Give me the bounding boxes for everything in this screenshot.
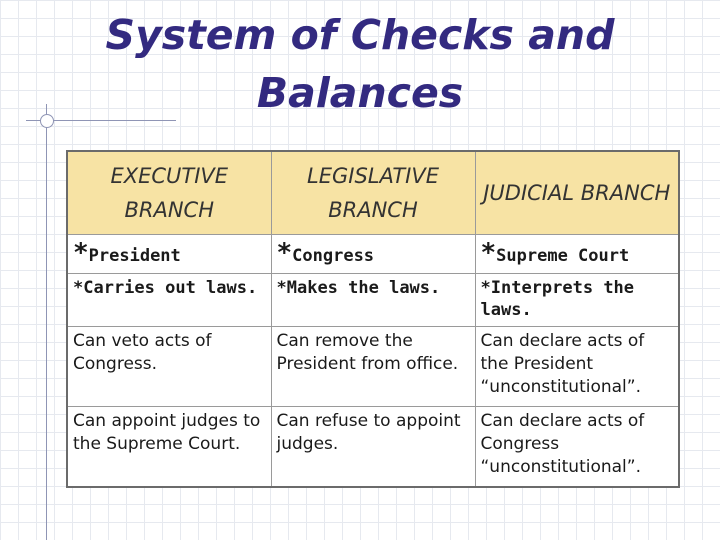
branch-role: *Makes the laws. (271, 273, 475, 327)
check-cell: Can veto acts of Congress. (67, 327, 271, 407)
decorative-circle (40, 114, 54, 128)
check-cell: Can declare acts of the President “unconstitutional”. (475, 327, 679, 407)
check-cell: Can declare acts of Congress “unconstitutional”. (475, 407, 679, 487)
branch-member-label: Supreme Court (496, 246, 630, 266)
table-row (67, 327, 679, 407)
slide-title: System of Checks and Balances (105, 11, 615, 117)
table-row (67, 273, 679, 327)
branch-member: *Congress (271, 235, 475, 274)
header-executive: EXECUTIVE BRANCH (67, 151, 271, 235)
header-row (67, 151, 679, 235)
check-cell: Can appoint judges to the Supreme Court. (67, 407, 271, 487)
header-judicial: JUDICIAL BRANCH (475, 151, 679, 235)
branch-member: *President (67, 235, 271, 274)
checks-table (66, 150, 680, 488)
branch-member-label: Congress (292, 246, 375, 266)
branch-member: *Supreme Court (475, 235, 679, 274)
table-row (67, 407, 679, 487)
branch-role: *Carries out laws. (67, 273, 271, 327)
table-row (67, 235, 679, 274)
check-cell: Can remove the President from office. (271, 327, 475, 407)
branch-role: *Interprets the laws. (475, 273, 679, 327)
branch-member-label: President (88, 246, 181, 266)
decorative-line (46, 104, 47, 540)
check-cell: Can refuse to appoint judges. (271, 407, 475, 487)
header-legislative: LEGISLATIVE BRANCH (271, 151, 475, 235)
